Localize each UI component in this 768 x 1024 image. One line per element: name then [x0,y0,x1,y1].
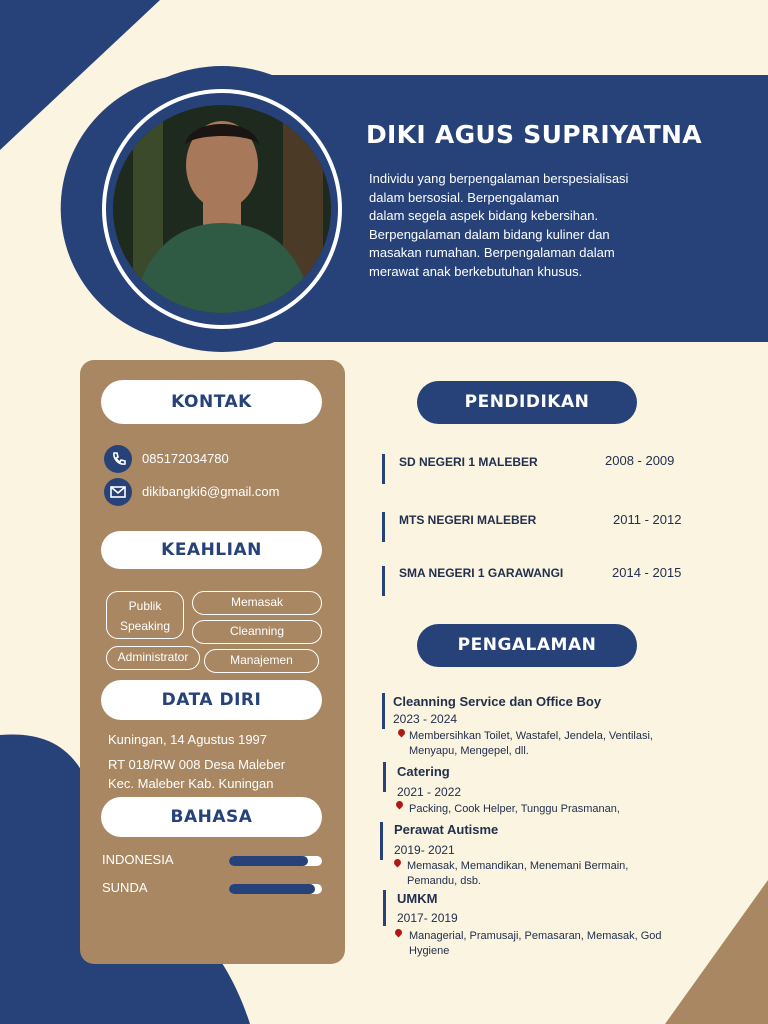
experience-marker [383,762,386,792]
school-name: MTS NEGERI MALEBER [399,513,537,527]
school-years: 2011 - 2012 [613,512,682,527]
job-title: UMKM [397,891,438,906]
skills-heading: KEAHLIAN [101,531,322,569]
email-icon [104,478,132,506]
summary-line: merawat anak berkebutuhan khusus. [369,263,583,279]
phone-icon [104,445,132,473]
education-heading: PENDIDIKAN [417,381,637,424]
address-line: Kec. Maleber Kab. Kuningan [108,776,274,791]
job-description-line: Menyapu, Mengepel, dll. [409,744,529,757]
education-marker [382,566,385,596]
school-name: SD NEGERI 1 MALEBER [399,455,538,469]
skill-label: Publik [128,599,162,613]
job-description [407,859,628,888]
address-line: RT 018/RW 008 Desa Maleber [108,757,286,772]
profile-photo [113,105,331,313]
summary-line: masakan rumahan. Berpengalaman dalam [369,245,615,260]
job-description-line: Managerial, Pramusaji, Pemasaran, Memasak, God [409,930,662,942]
experience-heading: PENGALAMAN [417,624,637,667]
job-years: 2019- 2021 [394,843,455,857]
job-description-line: Pemandu, dsb. [407,874,481,887]
job-description-line: Packing, Cook Helper, Tunggu Prasmanan, [409,803,620,815]
candidate-name: DIKI AGUS SUPRIYATNA [366,120,702,149]
language-level-bar [229,856,322,866]
experience-marker [383,890,386,926]
skill-memasak: Memasak [192,591,322,615]
birth-info: Kuningan, 14 Agustus 1997 [108,732,268,747]
personal-data-heading: DATA DIRI [101,680,322,720]
language-level-bar [229,884,322,894]
skill-administrator: Administrator [106,646,200,670]
email-address[interactable]: dikibangki6@gmail.com [142,484,280,499]
language-name: INDONESIA [102,852,174,867]
job-description [409,802,620,817]
language-heading: BAHASA [101,797,322,837]
skill-label: Speaking [119,619,171,633]
job-description-line: Hygiene [409,944,450,957]
job-description [409,729,653,758]
contact-heading: KONTAK [101,380,322,424]
job-years: 2021 - 2022 [397,785,462,799]
education-marker [382,512,385,542]
job-years: 2023 - 2024 [393,712,458,726]
job-description-line: Memasak, Memandikan, Menemani Bermain, [407,860,629,872]
job-description [409,929,662,958]
language-level-fill [229,856,308,866]
job-title: Cleanning Service dan Office Boy [393,694,602,709]
skill-public-speaking [106,591,184,639]
skill-cleanning: Cleanning [192,620,322,644]
experience-marker [382,693,385,729]
school-name: SMA NEGERI 1 GARAWANGI [399,566,564,580]
education-marker [382,454,385,484]
phone-number[interactable]: 085172034780 [142,451,229,466]
summary-line: dalam segela aspek bidang kebersihan. [369,208,599,223]
profile-summary [369,170,669,281]
school-years: 2014 - 2015 [612,565,682,580]
skill-manajemen: Manajemen [204,649,319,673]
language-name: SUNDA [102,880,148,895]
job-title: Catering [397,764,450,779]
job-years: 2017- 2019 [397,911,458,925]
job-title: Perawat Autisme [394,822,499,837]
experience-marker [380,822,383,860]
summary-line: dalam bersosial. Berpengalaman [369,189,560,205]
summary-line: Individu yang berpengalaman berspesialisasi [369,171,629,186]
job-description-line: Membersihkan Toilet, Wastafel, Jendela, Ventilasi, [409,730,653,742]
school-years: 2008 - 2009 [605,453,675,468]
summary-line: Berpengalaman dalam bidang kuliner dan [369,226,610,242]
language-level-fill [229,884,315,894]
